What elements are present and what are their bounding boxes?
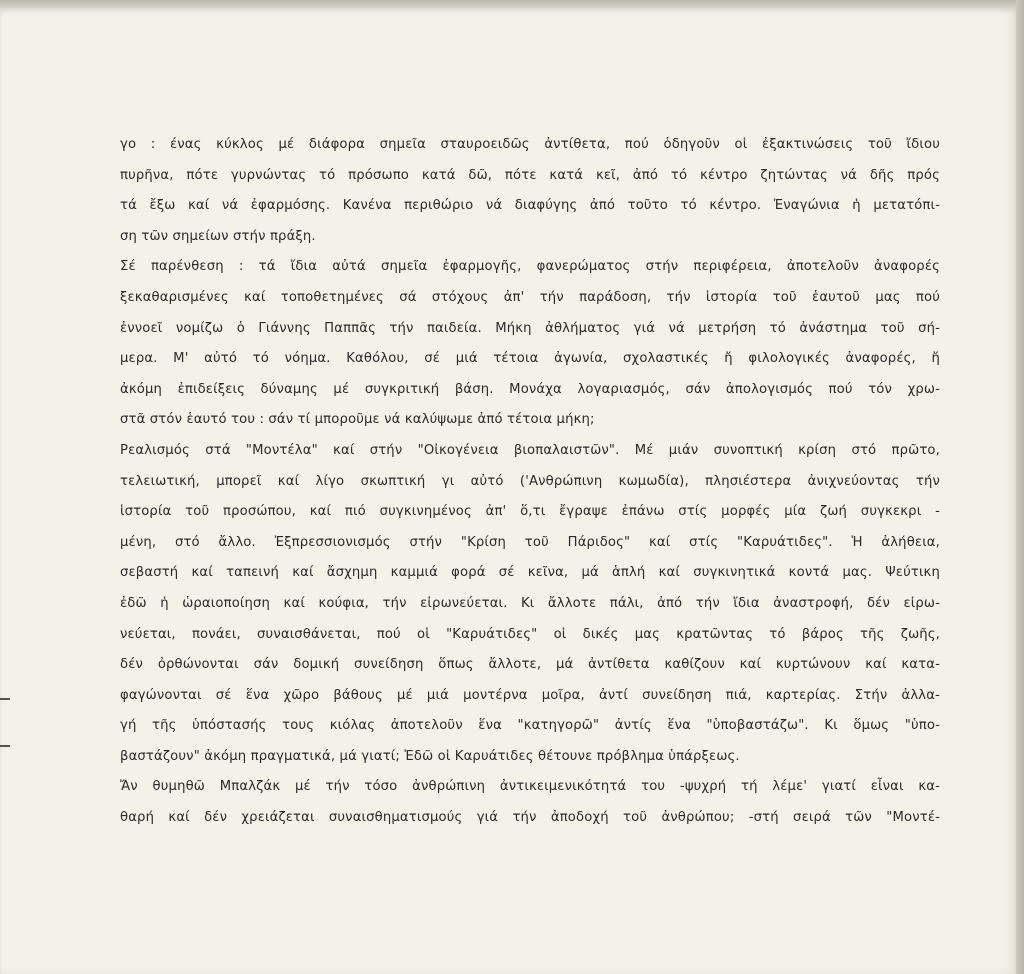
body-text — [120, 130, 940, 834]
text-line: ἐδῶ ἡ ὡραιοποίηση καί κούφια, τήν εἰρωνεύεται. Κι ἄλλοτε πάλι, ἀπό τήν ἴδια ἀναστροφή, δέν εἰρω- — [120, 595, 940, 611]
text-line: μένη, στό ἄλλο. Ἐξπρεσσιονισμός στήν "Κρίση τοῦ Πάριδος" καί στίς "Καρυάτιδες". Ἡ ἀλήθεια, — [120, 534, 940, 550]
page-edge-right — [1016, 0, 1024, 974]
text-line: γο : ένας κύκλος μέ διάφορα σημεῖα σταυροειδῶς ἀντίθετα, πού ὁδηγοῦν οἱ ἐξακτινώσεις τοῦ ἴδιου — [120, 137, 940, 152]
text-line: νεύεται, πονάει, συναισθάνεται, πού οἱ "Καρυάτιδες" οἱ δικές μας κρατῶντας τό βάρος τῆς ζωῆς, — [120, 626, 940, 642]
text-line: βαστάζουν" ἀκόμη πραγματικά, μά γιατί; Ἐδῶ οἱ Καρυάτιδες θέτουνε πρόβλημα ὑπάρξεως. — [120, 748, 740, 764]
binding-mark — [0, 745, 10, 747]
text-line: ση τῶν σημείων στήν πράξη. — [120, 228, 316, 244]
text-line: ἐννοεῖ νομίζω ὁ Γιάννης Παππᾶς τήν παιδεία. Μήκη ἀθλήματος γιά νά μετρήση τό ἀνάστημα τοῦ σή- — [120, 320, 940, 336]
text-line: γή τῆς ὑπόστασής τους κιόλας ἀποτελοῦν ἕνα "κατηγορῶ" ἀντίς ἕνα "ὑποβαστάζω". Κι ὅμως "ὑπο- — [120, 718, 940, 734]
text-line: Ρεαλισμός στά "Μοντέλα" καί στήν "Οἰκογένεια βιοπαλαιστῶν". Μέ μιάν συνοπτική κρίση στό πρῶτο, — [120, 442, 940, 458]
text-line: τελειωτική, μπορεῖ καί λίγο σκωπτική γι αὐτό ('Ανθρώπινη κωμωδία), πλησιέστερα ἀνιχνεύοντας τήν — [120, 473, 940, 489]
text-line: τά ἔξω καί νά ἐφαρμόσης. Κανένα περιθώριο νά διαφύγης ἀπό τοῦτο τό κέντρο. Ἐναγώνια ἡ μετατόπι- — [120, 198, 940, 214]
book-page — [0, 8, 1016, 974]
binding-mark — [0, 698, 10, 700]
text-line: φαγώνονται σέ ἕνα χῶρο βάθους μέ μιά μοντέρνα μοῖρα, ἀντί συνείδηση πιά, καρτερίας. Στήν ἀλλα- — [120, 687, 940, 703]
text-line: στᾶ στόν ἑαυτό του : σάν τί μποροῦμε νά καλύψωμε ἀπό τέτοια μήκη; — [120, 412, 595, 428]
text-line: ἀκόμη ἐπιδείξεις δύναμης μέ συγκριτική βάση. Μονάχα λογαριασμός, σάν ἀπολογισμός πού τόν χρω- — [120, 381, 940, 397]
text-line: Σέ παρένθεση : τά ἴδια αὐτά σημεῖα ἐφαρμογῆς, φανερώματος στήν περιφέρεια, ἀποτελοῦν ἀναφορές — [120, 259, 940, 275]
text-line: μερα. Μ' αὐτό τό νόημα. Καθόλου, σέ μιά τέτοια ἀγωνία, σχολαστικές ἤ φιλολογικές ἀναφορές, ἤ — [120, 351, 940, 367]
page-edge-top — [0, 0, 1024, 8]
text-line: Ἄν θυμηθῶ Μπαλζάκ μέ τήν τόσο ἀνθρώπινη ἀντικειμενικότητά του -ψυχρή τή λέμε' γιατί εἶναι κα- — [120, 779, 940, 795]
text-line: σεβαστή καί ταπεινή καί ἄσχημη καμμιά φορά σέ κεῖνα, μά ἁπλή καί συγκινητικά κοντά μας. Ψεύτικη — [120, 565, 940, 581]
text-line: ἱστορία τοῦ προσώπου, καί πιό συγκινημένος ἀπ' ὅ,τι ἔγραψε ἐπάνω στίς μορφές μία ζωή συγκεκρι - — [120, 504, 940, 520]
text-line: δέν ὀρθώνονται σάν δομική συνείδηση ὅπως ἄλλοτε, μά ἀντίθετα καθίζουν καί κυρτώνουν καί κατα- — [120, 657, 940, 673]
text-line: πυρῆνα, πότε γυρνώντας τό πρόσωπο κατά δῶ, πότε κατά κεῖ, ἀπό τό κέντρο ζητώντας νά δῆς πρός — [120, 167, 940, 183]
text-line: θαρή καί δέν χρειάζεται συναισθηματισμούς γιά τήν ἀποδοχή τοῦ ἀνθρώπου; -στή σειρά τῶν "Μοντέ- — [120, 810, 940, 826]
text-line: ξεκαθαρισμένες καί τοποθετημένες σά στόχους ἀπ' τήν παράδοση, τήν ἱστορία τοῦ ἑαυτοῦ μας πού — [120, 289, 940, 305]
